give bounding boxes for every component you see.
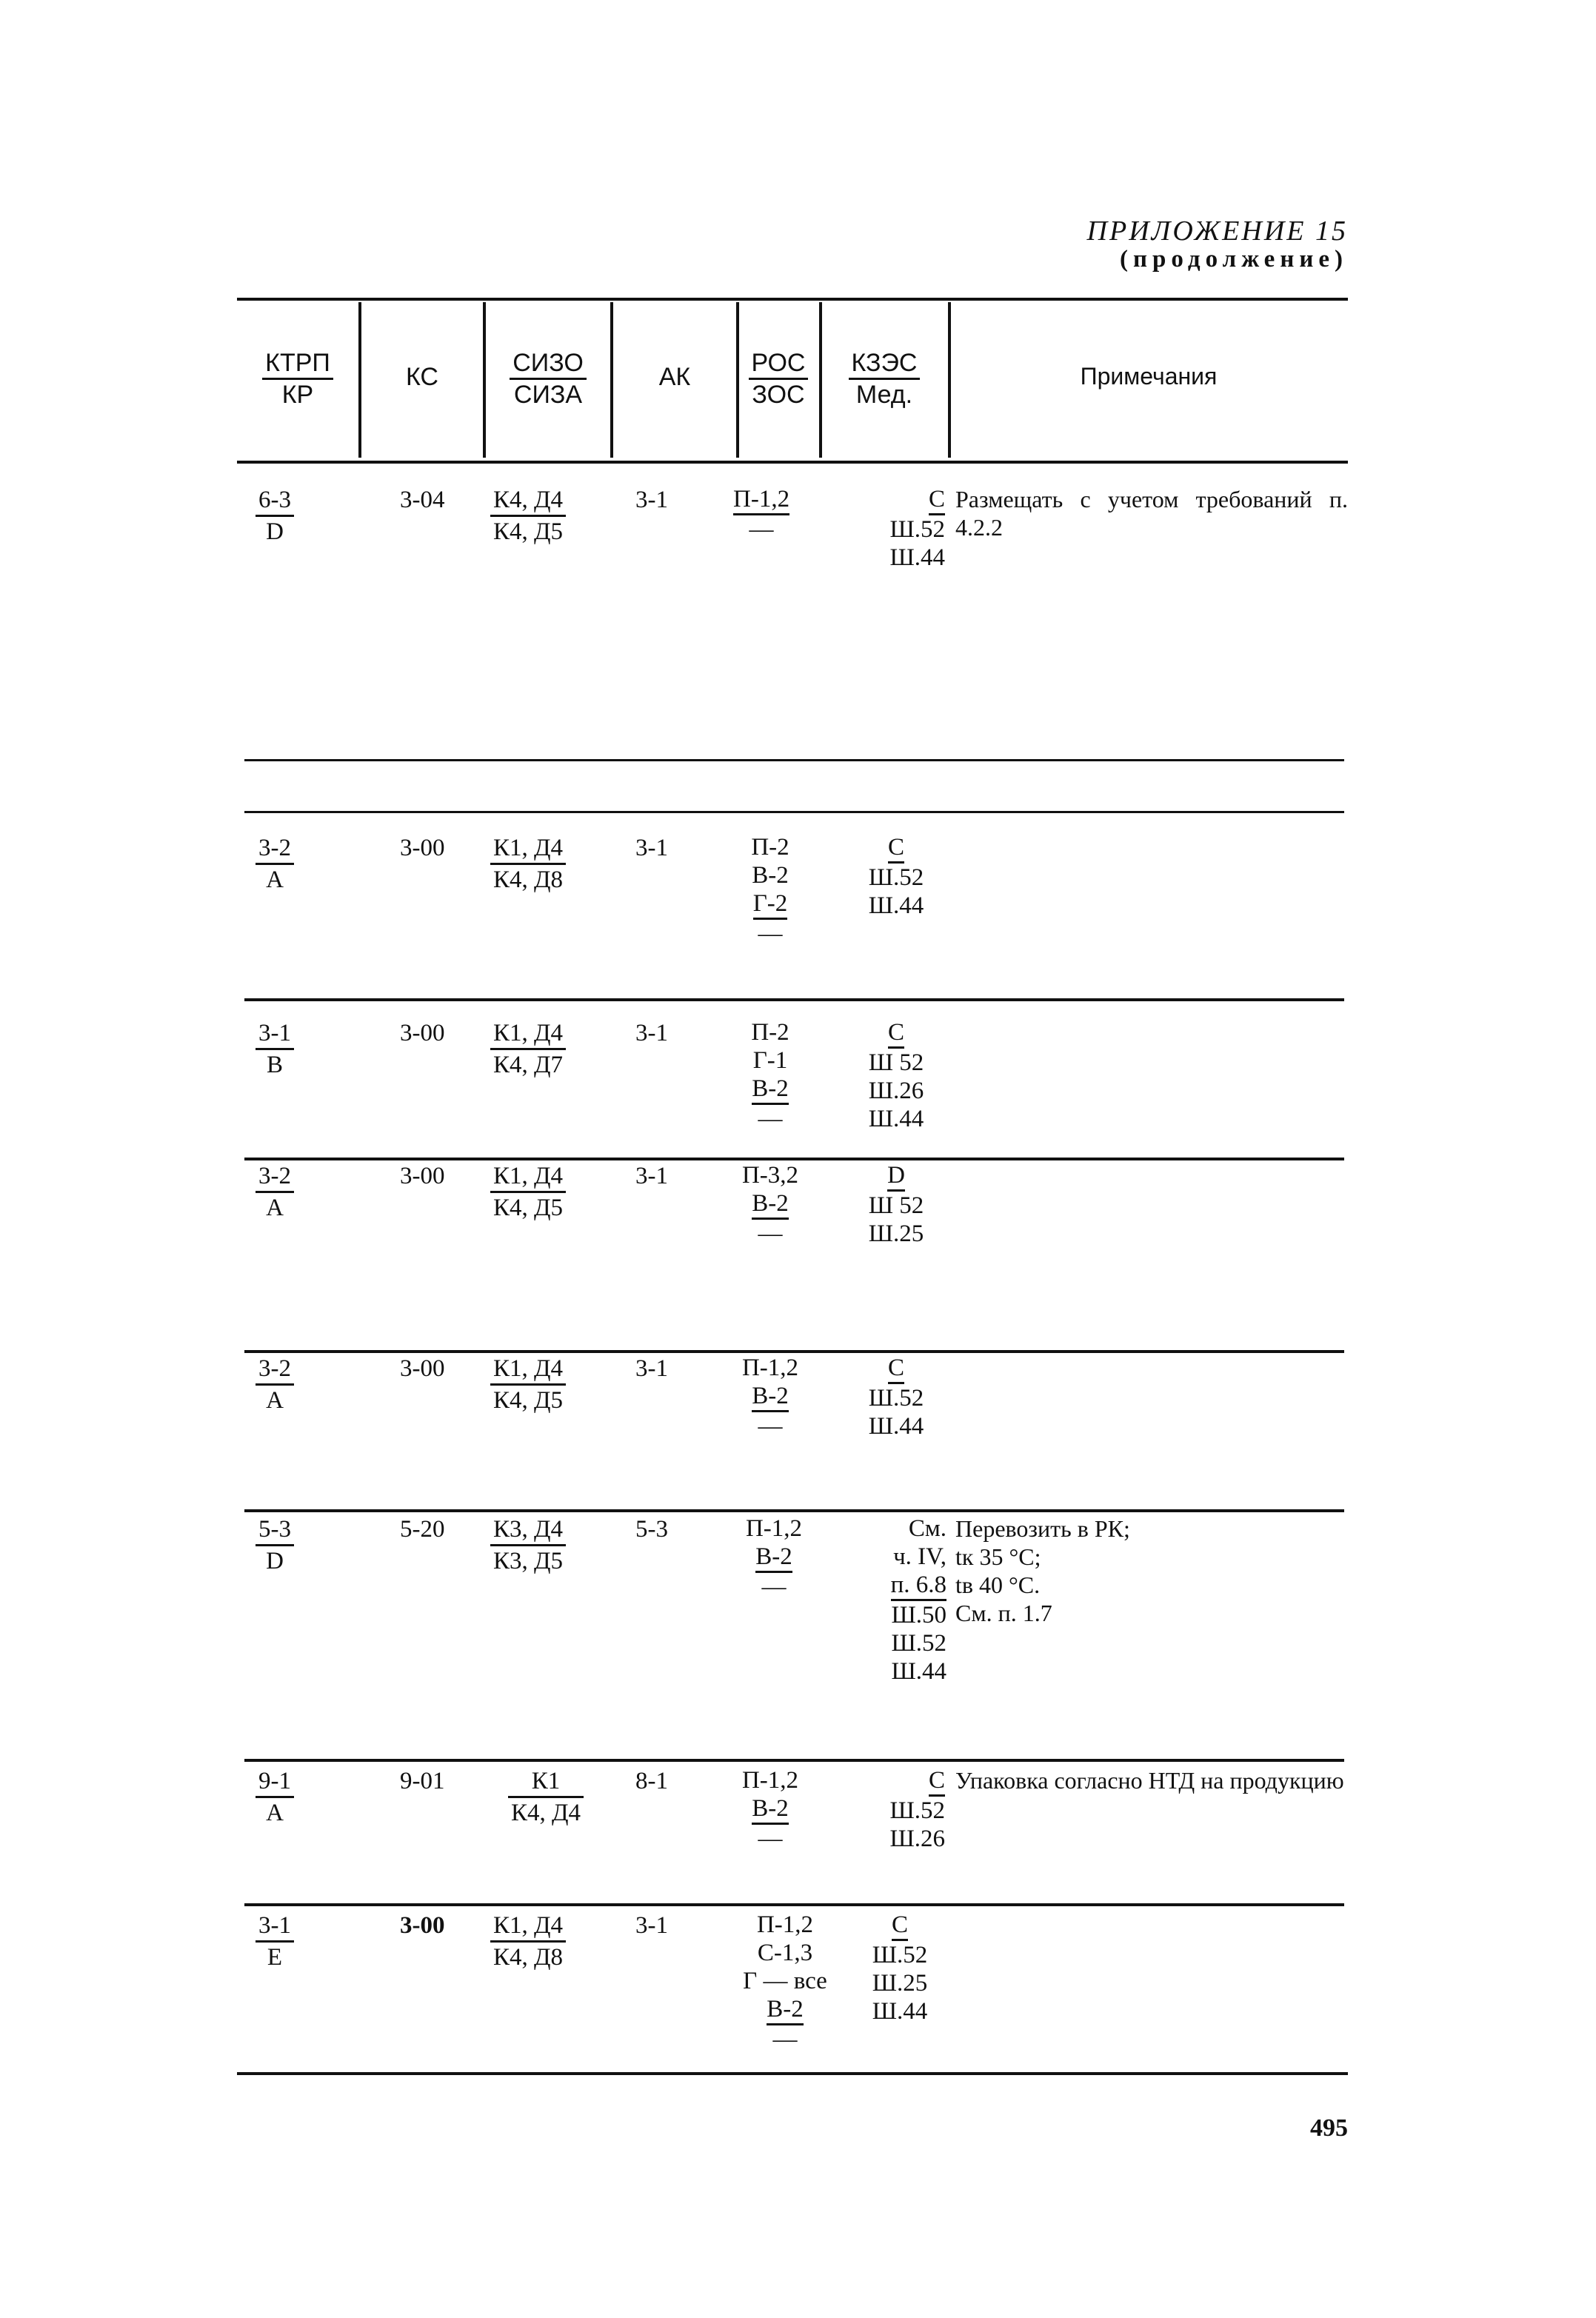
table-top-rule <box>237 298 1348 301</box>
kr-value: А <box>266 1195 284 1221</box>
med-value: Ш.52 <box>868 1385 924 1412</box>
sizo-value: К1 <box>508 1766 584 1798</box>
row-rule <box>244 998 1344 1001</box>
cell-ks: 3-04 <box>400 487 445 513</box>
cell-ks: 3-00 <box>400 1020 445 1046</box>
ktrp-value: 3-2 <box>256 1161 294 1193</box>
ktrp-value: 3-2 <box>256 1354 294 1386</box>
sizo-value: К3, Д4 <box>490 1514 566 1546</box>
cell-kzes-med <box>844 1161 948 1248</box>
siza-value: К3, Д5 <box>493 1548 564 1574</box>
table-header-bottom-rule <box>237 461 1348 464</box>
header-sep-3 <box>610 302 613 458</box>
ros-value: П-2 <box>751 834 789 861</box>
cell-ros-zos <box>729 1911 841 2054</box>
cell-sizo-siza <box>490 1161 566 1223</box>
kr-value: А <box>266 1387 284 1414</box>
cell-sizo-siza <box>490 1911 566 1972</box>
siza-value: К4, Д8 <box>493 866 564 893</box>
cell-sizo-siza <box>490 1354 566 1415</box>
cell-ktrp-kr <box>256 485 294 547</box>
med-value: Ш.52 <box>868 864 924 891</box>
zos-value: — <box>758 1220 783 1247</box>
cell-ktrp-kr <box>256 833 294 895</box>
cell-sizo-siza <box>490 1514 566 1576</box>
kr-value: D <box>266 1548 284 1574</box>
cell-kzes-med <box>844 1018 948 1133</box>
ros-value: П-1,2 <box>741 1355 799 1381</box>
ktrp-value: 3-1 <box>256 1018 294 1050</box>
ros-value: С-1,3 <box>757 1940 813 1966</box>
med-value: Ш.44 <box>872 1998 928 2025</box>
med-value: Ш.26 <box>868 1078 924 1104</box>
cell-ros-zos <box>733 485 789 544</box>
med-value: Ш.44 <box>868 1106 924 1132</box>
cell-note: Размещать с учетом требований п. 4.2.2 <box>955 486 1348 541</box>
cell-ks: 9-01 <box>400 1768 445 1794</box>
ros-value: П-1,2 <box>733 485 789 515</box>
siza-value: К4, Д7 <box>493 1052 564 1078</box>
ros-value: В-2 <box>755 1543 792 1573</box>
cell-ak: 8-1 <box>635 1768 668 1794</box>
cell-ks: 3-00 <box>400 1355 445 1382</box>
col-ktrp: КТРП <box>262 348 333 380</box>
appendix-title: ПРИЛОЖЕНИЕ 15 <box>1086 216 1348 247</box>
col-sizo: СИЗО <box>510 348 587 380</box>
cell-sizo-siza <box>490 1018 566 1080</box>
zos-value: — <box>772 2026 798 2053</box>
ros-value: П-1,2 <box>741 1767 799 1794</box>
sizo-value: К1, Д4 <box>490 1161 566 1193</box>
sizo-value: К1, Д4 <box>490 1354 566 1386</box>
row-rule <box>244 759 1344 761</box>
ros-value: В-2 <box>752 1189 789 1220</box>
cell-ks: 3-00 <box>400 835 445 861</box>
cell-ak: 3-1 <box>635 1355 668 1382</box>
zos-value: — <box>761 1574 787 1600</box>
header-sep-6 <box>948 302 951 458</box>
kzes-value: С <box>888 1018 904 1049</box>
page-number: 495 <box>1310 2114 1348 2142</box>
cell-kzes-med <box>844 833 948 920</box>
note-line: tв 40 °С. <box>955 1572 1041 1598</box>
cell-ak: 3-1 <box>635 1020 668 1046</box>
kzes-value: С <box>888 833 904 864</box>
row-rule <box>244 1509 1344 1512</box>
med-value: Ш.52 <box>889 1797 945 1824</box>
kzes-value: п. 6.8 <box>891 1571 946 1601</box>
ros-value: В-2 <box>752 1382 789 1412</box>
cell-kzes-med <box>852 1911 948 2025</box>
med-value: Ш.52 <box>889 516 945 543</box>
med-value: Ш.44 <box>891 1658 946 1685</box>
ktrp-value: 9-1 <box>256 1766 294 1798</box>
ros-value: П-1,2 <box>745 1515 803 1542</box>
zos-value: — <box>758 1106 783 1132</box>
note-line: tк 35 °С; <box>955 1543 1041 1570</box>
row-rule <box>244 1350 1344 1353</box>
ros-value: Г-2 <box>753 889 788 920</box>
col-ros: РОС <box>749 348 809 380</box>
med-value: Ш.52 <box>891 1630 946 1657</box>
zos-value: — <box>749 516 774 543</box>
cell-ktrp-kr <box>256 1018 294 1080</box>
siza-value: К4, Д4 <box>510 1800 581 1826</box>
cell-ktrp-kr <box>256 1766 294 1828</box>
siza-value: К4, Д5 <box>493 1195 564 1221</box>
cell-kzes-med <box>867 1766 945 1853</box>
header-sep-1 <box>358 302 361 458</box>
ros-value: П-2 <box>751 1019 789 1046</box>
kzes-value: С <box>929 485 945 515</box>
cell-ak: 5-3 <box>635 1516 668 1543</box>
col-zos: ЗОС <box>752 381 805 409</box>
col-header-ros-zos <box>738 348 819 410</box>
col-kr: КР <box>281 381 314 409</box>
cell-sizo-siza <box>490 833 566 895</box>
ktrp-value: 5-3 <box>256 1514 294 1546</box>
cell-ros-zos <box>733 1354 807 1440</box>
ros-value: В-2 <box>752 862 789 889</box>
cell-ktrp-kr <box>256 1354 294 1415</box>
ros-value: П-1,2 <box>756 1911 814 1938</box>
cell-ks: 5-20 <box>400 1516 445 1543</box>
ktrp-value: 6-3 <box>256 485 294 517</box>
cell-ktrp-kr <box>256 1161 294 1223</box>
cell-ros-zos <box>733 1161 807 1248</box>
cell-note <box>955 1514 1344 1627</box>
kzes-value: С <box>929 1766 945 1797</box>
col-med: Мед. <box>855 381 913 409</box>
cell-ks: 3-00 <box>400 1163 445 1189</box>
cell-sizo-siza <box>490 1766 601 1828</box>
ros-value: В-2 <box>752 1075 789 1105</box>
med-value: Ш.52 <box>872 1942 928 1968</box>
ros-value: П-3,2 <box>741 1162 799 1189</box>
header-sep-2 <box>483 302 486 458</box>
med-value: Ш.44 <box>889 544 945 571</box>
siza-value: К4, Д5 <box>493 518 564 545</box>
cell-ros-zos <box>733 1766 807 1853</box>
row-rule <box>244 1903 1344 1906</box>
med-value: Ш.26 <box>889 1826 945 1852</box>
sizo-value: К1, Д4 <box>490 1911 566 1943</box>
kzes-value: ч. IV, <box>893 1543 946 1570</box>
cell-ak: 3-1 <box>635 1912 668 1939</box>
table-bottom-rule <box>237 2072 1348 2075</box>
ros-value: В-2 <box>767 1995 804 2025</box>
zos-value: — <box>758 1826 783 1852</box>
kzes-value: D <box>887 1161 905 1192</box>
cell-kzes-med <box>852 1514 946 1686</box>
kr-value: А <box>266 866 284 893</box>
cell-sizo-siza <box>490 485 566 547</box>
zos-value: — <box>758 921 783 947</box>
cell-ak: 3-1 <box>635 835 668 861</box>
kr-value: D <box>266 518 284 545</box>
ros-value: В-2 <box>752 1794 789 1825</box>
kr-value: Е <box>267 1944 283 1971</box>
med-value: Ш.50 <box>891 1602 946 1629</box>
med-value: Ш 52 <box>868 1192 924 1219</box>
col-siza: СИЗА <box>513 381 583 409</box>
siza-value: К4, Д5 <box>493 1387 564 1414</box>
col-header-ks: КС <box>406 363 438 391</box>
cell-ak: 3-1 <box>635 487 668 513</box>
cell-ros-zos <box>733 1018 807 1133</box>
sizo-value: К4, Д4 <box>490 485 566 517</box>
cell-ks: 3-00 <box>400 1912 445 1939</box>
row-rule <box>244 1158 1344 1160</box>
med-value: Ш.44 <box>868 1413 924 1440</box>
med-value: Ш.25 <box>868 1220 924 1247</box>
note-line: Перевозить в РК; <box>955 1515 1130 1542</box>
cell-ros-zos <box>733 833 807 948</box>
cell-ak: 3-1 <box>635 1163 668 1189</box>
kzes-value: С <box>892 1911 908 1941</box>
cell-note: Упаковка согласно НТД на продукцию <box>955 1767 1344 1794</box>
cell-ktrp-kr <box>256 1514 294 1576</box>
med-value: Ш.44 <box>868 892 924 919</box>
col-header-notes: Примечания <box>1080 363 1218 390</box>
cell-ktrp-kr <box>256 1911 294 1972</box>
cell-kzes-med <box>844 1354 948 1440</box>
note-line: См. п. 1.7 <box>955 1600 1052 1626</box>
col-header-kzes-med <box>822 348 946 410</box>
zos-value: — <box>758 1413 783 1440</box>
med-value: Ш 52 <box>868 1049 924 1076</box>
cell-ros-zos <box>733 1514 815 1601</box>
ros-value: Г — все <box>743 1968 827 1994</box>
siza-value: К4, Д8 <box>493 1944 564 1971</box>
sizo-value: К1, Д4 <box>490 833 566 865</box>
col-header-ktrp-kr <box>238 348 357 410</box>
appendix-subtitle: (продолжение) <box>1120 246 1348 273</box>
ros-value: Г-1 <box>752 1047 788 1074</box>
col-header-sizo-siza <box>487 348 609 410</box>
ktrp-value: 3-1 <box>256 1911 294 1943</box>
kzes-value: См. <box>908 1515 946 1542</box>
kr-value: А <box>266 1800 284 1826</box>
sizo-value: К1, Д4 <box>490 1018 566 1050</box>
kzes-value: С <box>888 1354 904 1384</box>
kr-value: В <box>266 1052 283 1078</box>
row-rule <box>244 811 1344 813</box>
col-kzes: КЗЭС <box>849 348 921 380</box>
row-rule <box>244 1759 1344 1762</box>
ktrp-value: 3-2 <box>256 833 294 865</box>
med-value: Ш.25 <box>872 1970 928 1997</box>
cell-kzes-med <box>867 485 945 572</box>
col-header-ak: АК <box>658 363 691 391</box>
